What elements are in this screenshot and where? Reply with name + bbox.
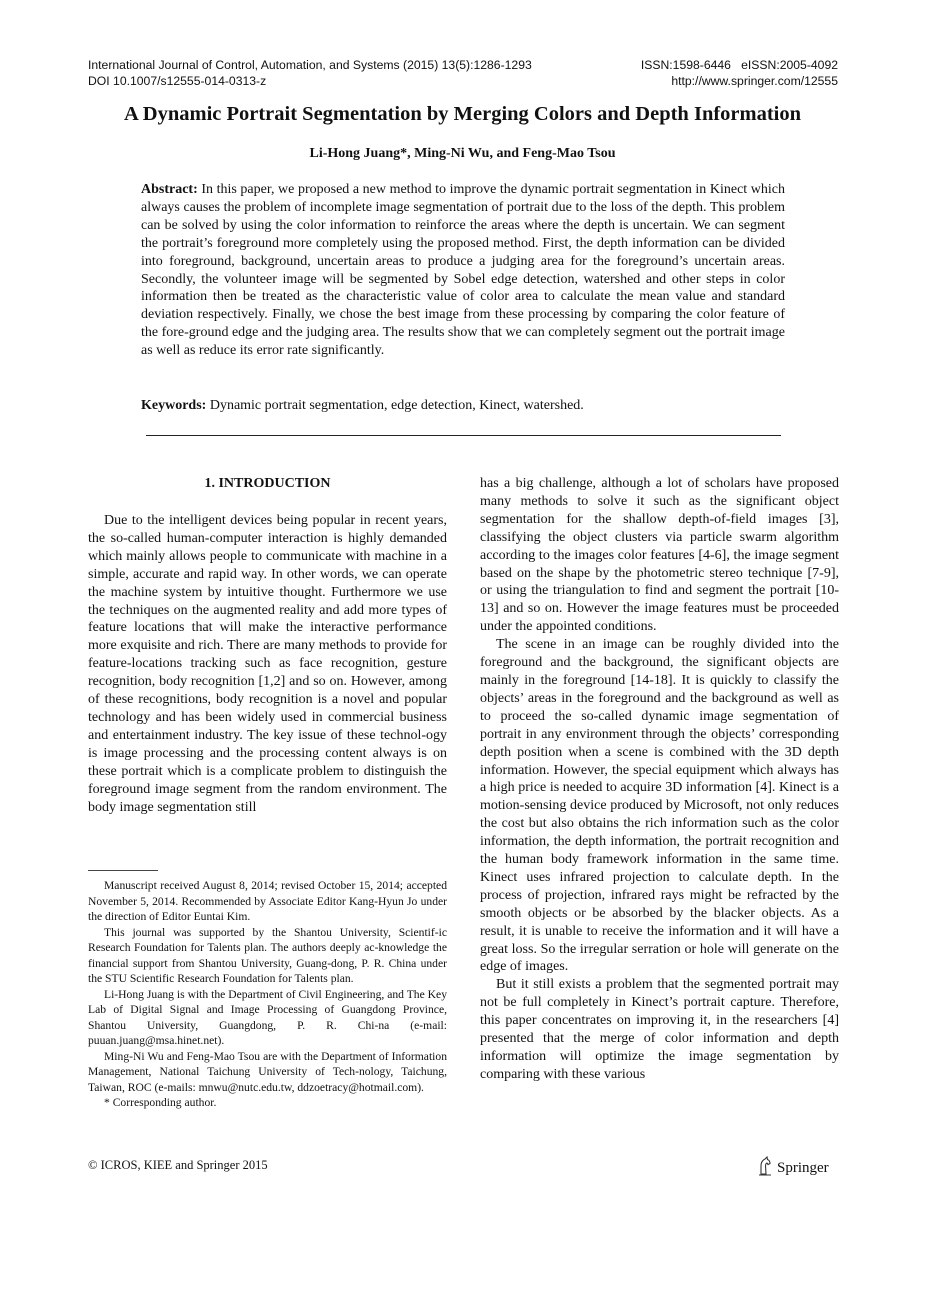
paper-title: A Dynamic Portrait Segmentation by Merging Colors and Depth Information — [123, 103, 802, 125]
keywords-text: Dynamic portrait segmentation, edge detection, Kinect, watershed. — [209, 398, 584, 413]
springer-horse-logo-icon — [757, 1156, 773, 1181]
footnote-divider — [88, 870, 158, 871]
journal-citation: International Journal of Control, Automation, and Systems (2015) 13(5):1286-1293 — [88, 58, 532, 72]
keywords — [141, 397, 785, 415]
intro-paragraph: But it still exists a problem that the segmented portrait may not be full completely in Kinect’s portrait capture. Therefore, this paper concentrates on improving it, in the researchers [4] presented that the merge of color information and depth information will optimize the image segmentation by comparing with these various — [480, 977, 839, 1082]
doi[interactable]: DOI 10.1007/s12555-014-0313-z — [88, 74, 267, 88]
section-heading: 1. INTRODUCTION — [204, 476, 331, 491]
footnotes — [88, 878, 447, 1111]
issn: ISSN:1598-6446 eISSN:2005-4092 — [640, 58, 838, 72]
publisher-mark — [757, 1156, 829, 1181]
publisher-name: Springer — [777, 1160, 829, 1176]
right-column — [480, 475, 839, 1084]
intro-paragraph: The scene in an image can be roughly divided into the foreground and the background, the significant objects are mainly in the foreground [14-18]. It is quickly to classify the objects’ areas in the foreground and the background as well as to proceed the so-called dynamic image segmentation of portrait in any environment through the objects’ corresponding depth position when a scene is combined with the 3D depth information. However, the special equipment which always has a high price is needed to acquire 3D information [4]. Kinect is a motion-sensing device produced by Microsoft, not only reduces the cost but also obtains the rich information such as the color information, the depth information, the portrait recognition and the human body framework information in the same time. Kinect uses infrared projection to calculate depth. In the process of projection, infrared rays might be refracted by the smooth objects or be absorbed by the blacker objects. As a result, it is unable to receive the information and it will have a great loss. So the irregular serration or hole will generate on the edge of images. — [480, 637, 839, 975]
author-list: Li-Hong Juang*, Ming-Ni Wu, and Feng-Mao Tsou — [309, 146, 616, 161]
journal-url[interactable]: http://www.springer.com/12555 — [671, 74, 838, 88]
intro-paragraph-continued: has a big challenge, although a lot of scholars have proposed many methods to solve it such as the significant object segmentation for the shallow depth-of-field images [3], classifying the object clusters via particle swarm algorithm according to the images color features [4-6], the image segment based on the shape by the photometric stereo technique [7-9], or using the triangulation to find and segment the portrait [10-13] and so on. However the image features must be proceeded under the appointed conditions. — [480, 476, 839, 635]
copyright-notice: © ICROS, KIEE and Springer 2015 — [88, 1158, 268, 1172]
intro-paragraph: Due to the intelligent devices being popular in recent years, the so-called human-computer interaction is highly demanded which mainly allows people to communicate with machine in a simple, accurate and rapid way. In other words, we can operate the machine system by intuitive thought. Furthermore we use the techniques on the augmented reality and add more types of feature locations that will make the interactive performance more exquisite and rich. There are many methods to provide for feature-locations tracking such as face recognition, gesture recognition, body recognition [1,2] and so on. However, among of these recognitions, body recognition is a novel and popular technology and has been widely used in commercial business and entertainment industry. The key issue of these technol-ogy is image processing and the processing content always is on these portrait which is a complicate problem to distinguish the foreground image segment from the random environment. The body image segmentation still — [88, 513, 447, 815]
footnote-funding: This journal was supported by the Shantou University, Scientif-ic Research Foundation for Talents plan. The authors deeply ac-knowledge the financial support from Shantou University, Guang-dong, P. R. China under the STU Scientific Research Foundation for Talents plan. — [88, 925, 447, 985]
left-column — [88, 475, 447, 816]
footnote-manuscript: Manuscript received August 8, 2014; revised October 15, 2014; accepted November 5, 2014. Recommended by Associate Editor Kang-Hyun Jo under the direction of Editor Euntai Kim. — [88, 879, 447, 923]
footnote-corresponding: * Corresponding author. — [104, 1096, 217, 1109]
keywords-label: Keywords: — [141, 398, 207, 413]
abstract-label: Abstract: — [141, 182, 198, 197]
abstract-text: In this paper, we proposed a new method to improve the dynamic portrait segmentation in Kinect which always causes the problem of incomplete image segmentation of portrait due to the loss of the depth. This problem can be solved by using the color information to reinforce the areas where the depth is uncertain. We can segment the portrait’s foreground more completely using the proposed method. First, the depth information can be divided into foreground, background, uncertain areas to produce a judging area for the foreground’s uncertain areas. Secondly, the volunteer image will be segmented by Sobel edge detection, watershed and other steps in color information then be treated as the characteristic value of color area to calculate the mean value and standard deviation respectively. Finally, we chose the best image from these processing by comparing the color feature of the fore-ground edge and the judging area. The results show that we can completely segment out the portrait image as well as reduce its error rate significantly. — [141, 182, 786, 359]
section-divider — [146, 435, 781, 436]
abstract — [141, 181, 785, 360]
footnote-affiliation: Ming-Ni Wu and Feng-Mao Tsou are with the Department of Information Management, National Taichung University of Tech-nology, Taichung, Taiwan, ROC (e-mails: mnwu@nutc.edu.tw, ddzoetracy@hotmail.com). — [88, 1049, 447, 1094]
footnote-affiliation: Li-Hong Juang is with the Department of Civil Engineering, and The Key Lab of Digital Signal and Image Processing of Guangdong Province, Shantou University, Guangdong, P. R. Chi-na (e-mail: puuan.juang@msa.hinet.net). — [88, 987, 447, 1047]
page-header — [88, 57, 838, 89]
